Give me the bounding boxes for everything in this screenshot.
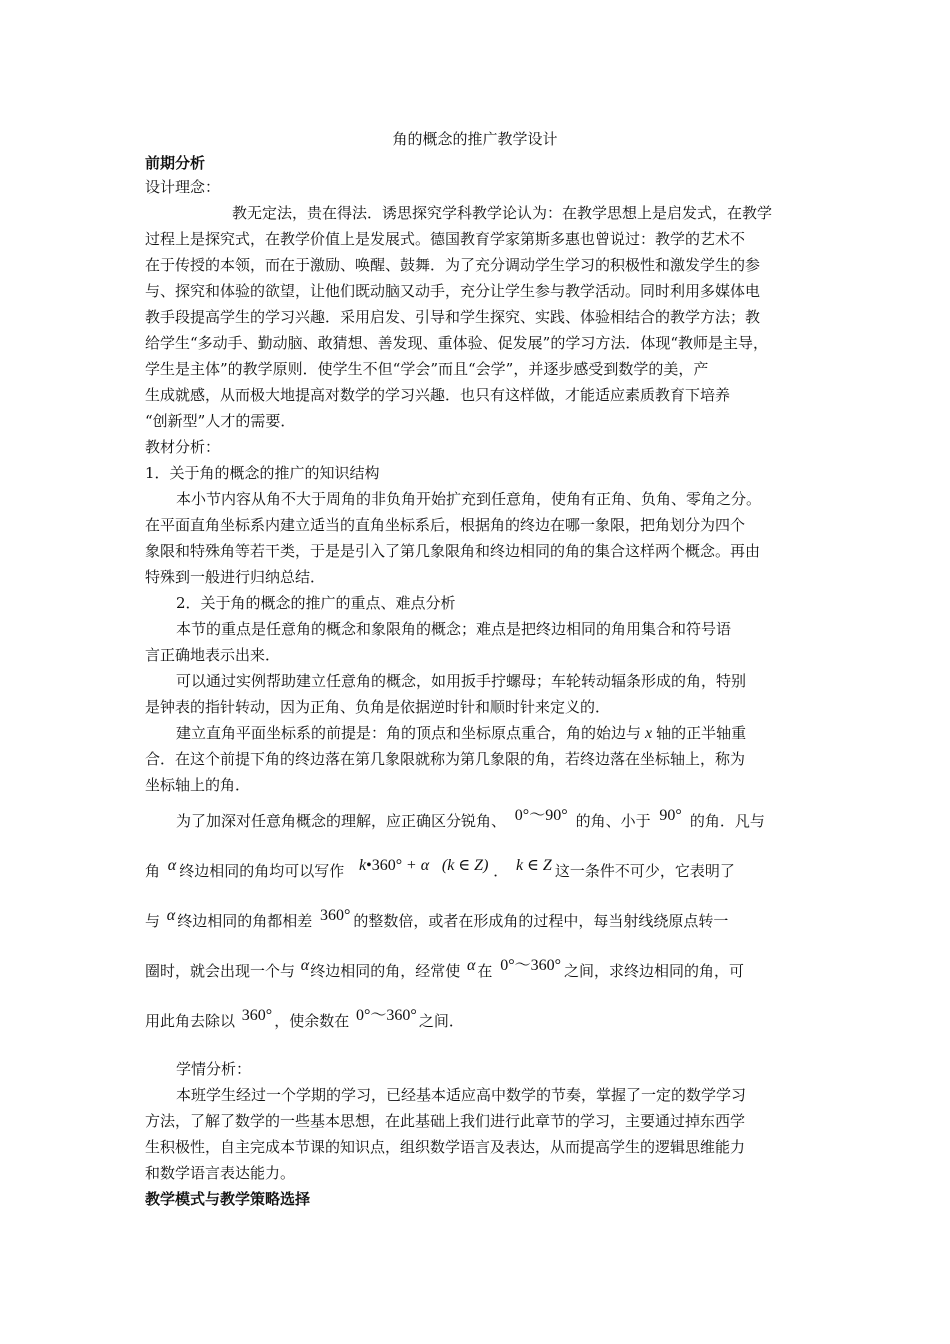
degree-sign: ° (561, 807, 568, 824)
text-run: 与 (145, 912, 161, 930)
number: 0 (514, 807, 523, 824)
alpha-symbol: α (467, 957, 476, 974)
number: 360 (371, 857, 396, 874)
text-run: 轴的正半轴重 (656, 724, 747, 742)
degree-sign: ° (508, 957, 515, 974)
range-formula (515, 807, 572, 824)
math-line-5 (145, 1007, 464, 1033)
ninety-formula (659, 807, 685, 824)
design-line: 过程上是探究式，在教学价值上是发展式。德国教育学家第斯多惠也曾说过：教学的艺术不 (145, 230, 746, 248)
text-run: 终边相同的角都相差 (177, 912, 313, 930)
text-run: 角 (145, 862, 161, 880)
design-line: 教无定法，贵在得法．诱思探究学科教学论认为：在教学思想上是启发式，在教学 (232, 204, 773, 222)
text-run: 之间． (418, 1012, 464, 1030)
degree-sign: ° (395, 857, 403, 874)
text-run: 建立直角平面坐标系的前提是：角的顶点和坐标原点重合，角的始边与 (176, 724, 642, 742)
label-material-analysis: 教材分析： (145, 438, 221, 456)
number: 90 (659, 807, 676, 824)
label-learner-analysis: 学情分析： (176, 1060, 252, 1078)
number: 90 (545, 807, 562, 824)
text-run: 终边相同的角，经常使 (310, 962, 461, 980)
item2-heading: 2．关于角的概念的推广的重点、难点分析 (176, 594, 456, 612)
key-line: 本节的重点是任意角的概念和象限角的概念；难点是把终边相同的角用集合和符号语 (176, 620, 732, 638)
coord-line-3: 坐标轴上的角． (145, 776, 251, 794)
alpha-symbol: α (167, 857, 177, 874)
design-line: 在于传授的本领，而在于激励、唤醒、鼓舞．为了充分调动学生学习的积极性和激发学生的参 (145, 256, 761, 274)
text-run: 为了加深对任意角概念的理解，应正确区分锐角、 (176, 812, 507, 830)
text-run: 的角．凡与 (689, 812, 765, 830)
three-sixty-formula (242, 1007, 272, 1024)
learner-line: 方法，了解了数学的一些基本思想，在此基础上我们进行此章节的学习，主要通过掉东西学 (145, 1112, 746, 1130)
full-range-formula (500, 957, 561, 974)
text-run: 在 (477, 962, 493, 980)
learner-line: 和数学语言表达能力。 (145, 1164, 296, 1182)
design-line: 教手段提高学生的学习兴趣．采用启发、引导和学生探究、实践、体验相结合的教学方法；教 (145, 308, 761, 326)
math-line-4 (145, 957, 745, 983)
math-line-1 (176, 807, 765, 833)
tilde: ～ (529, 807, 546, 824)
text-run: 的角、小于 (575, 812, 651, 830)
item1-heading: 1．关于角的概念的推广的知识结构 (145, 464, 380, 482)
coord-line-2: 合．在这个前提下角的终边落在第几象限就称为第几象限的角，若终边落在坐标轴上，称为 (145, 750, 746, 768)
tilde: ～ (370, 1007, 387, 1024)
text-run: 之间，求终边相同的角，可 (564, 962, 745, 980)
item1-line: 特殊到一般进行归纳总结． (145, 568, 326, 586)
number: 0 (356, 1007, 364, 1024)
example-line: 可以通过实例帮助建立任意角的概念，如用扳手拧螺母；车轮转动辐条形成的角，特别 (176, 672, 747, 690)
number: 360 (320, 907, 344, 924)
design-line: 学生是主体”的教学原则．使学生不但“学会”而且“会学”，并逐步感受到数学的美，产 (145, 360, 709, 378)
learner-line: 生积极性，自主完成本节课的知识点，组织数学语言及表达，从而提高学生的逻辑思维能力 (145, 1138, 746, 1156)
k-variable: k (359, 857, 367, 874)
heading-pre-analysis: 前期分析 (145, 154, 206, 172)
three-sixty-formula (320, 907, 350, 924)
full-range-formula (356, 1007, 417, 1024)
math-line-3 (145, 907, 729, 933)
number: 0 (500, 957, 509, 974)
number: 360 (386, 1007, 411, 1024)
coord-line-1 (176, 722, 746, 745)
alpha-symbol: α (420, 857, 430, 874)
design-line: 给学生“多动手、勤动脑、敢猜想、善发现、重体验、促发展”的学习方法．体现“教师是主导， (145, 334, 769, 352)
x-variable: x (645, 725, 653, 742)
item1-line: 在平面直角坐标系内建立适当的直角坐标系后，根据角的终边在哪一象限，把角划分为四个 (145, 516, 746, 534)
general-angle-formula (359, 856, 493, 874)
text-run: 用此角去除以 (145, 1012, 236, 1030)
degree-sign: ° (410, 1007, 417, 1024)
degree-sign: ° (364, 1007, 371, 1024)
degree-sign: ° (554, 957, 562, 974)
heading-teaching-mode: 教学模式与教学策略选择 (145, 1190, 311, 1208)
degree-sign: ° (675, 807, 682, 824)
alpha-symbol: α (166, 907, 176, 924)
design-line: 生成就感，从而极大地提高对数学的学习兴趣．也只有这样做，才能适应素质教育下培养 (145, 386, 731, 404)
text-run: 这一条件不可少，它表明了 (554, 862, 735, 880)
plus-sign: + (406, 857, 416, 874)
math-line-2 (145, 857, 735, 883)
label-design-idea: 设计理念： (145, 178, 221, 196)
text-run: 的整数倍，或者在形成角的过程中，每当射线绕原点转一 (353, 912, 729, 930)
degree-sign: ° (344, 907, 351, 924)
text-run: ，使余数在 (274, 1012, 350, 1030)
k-in-z-formula: k ∈ Z (515, 857, 552, 874)
number: 360 (241, 1007, 266, 1024)
design-line: 与、探究和体验的欲望，让他们既动脑又动手，充分让学生参与教学活动。同时利用多媒体电 (145, 282, 761, 300)
punctuation: ． (493, 862, 509, 880)
design-line: “创新型”人才的需要． (145, 412, 296, 430)
key-line: 言正确地表示出来． (145, 646, 281, 664)
item1-line: 本小节内容从角不大于周角的非负角开始扩充到任意角，使角有正角、负角、零角之分。 (176, 490, 762, 508)
text-run: 圈时，就会出现一个与 (145, 962, 296, 980)
degree-sign: ° (265, 1007, 273, 1024)
example-line: 是钟表的指针转动，因为正角、负角是依据逆时针和顺时针来定义的． (145, 698, 611, 716)
tilde: ～ (514, 957, 531, 974)
degree-sign: ° (522, 807, 530, 824)
alpha-symbol: α (300, 957, 310, 974)
text-run: 终边相同的角均可以写作 (179, 862, 345, 880)
learner-line: 本班学生经过一个学期的学习，已经基本适应高中数学的节奏，掌握了一定的数学学习 (176, 1086, 747, 1104)
number: 360 (530, 957, 555, 974)
multiply-dot: • (366, 857, 372, 874)
item1-line: 象限和特殊角等若干类，于是是引入了第几象限角和终边相同的角的集合这样两个概念。再由 (145, 542, 761, 560)
k-in-z-condition: (k ∈ Z) (441, 857, 489, 874)
page-title: 角的概念的推广教学设计 (392, 130, 558, 148)
